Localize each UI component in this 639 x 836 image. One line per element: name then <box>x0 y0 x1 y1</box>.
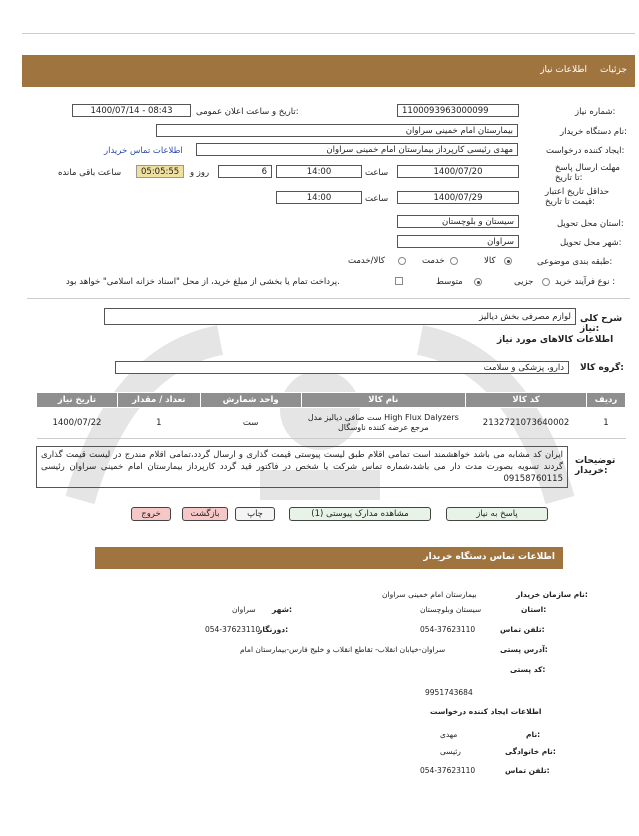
province-field: سیستان و بلوچستان <box>397 215 519 228</box>
creator-family-value: رئیسی <box>440 747 461 756</box>
cell-unit: ست <box>200 408 301 439</box>
process-minor-label: جزیی <box>514 277 534 287</box>
remaining-label: ساعت باقی مانده <box>58 168 122 178</box>
cell-need-date: 1400/07/22 <box>37 408 118 439</box>
days-label: روز و <box>190 168 210 178</box>
contact-header-bar <box>95 547 563 569</box>
category-goods-service-label: کالا/خدمت <box>348 256 385 266</box>
buyer-label: نام دستگاه خریدار: <box>560 127 627 137</box>
contact-province-label: استان: <box>521 605 547 614</box>
need-number-field: 1100093963000099 <box>397 104 519 117</box>
treasury-payment-note: پرداخت تمام یا بخشی از مبلغ خرید، از محل "اسناد خزانه اسلامی" خواهد بود. <box>66 277 340 287</box>
cell-name: ست صافی دیالیز مدل High Flux Dalyzers مرجع عرضه کننده ناوسگال <box>301 408 466 439</box>
contact-city-label: شهر: <box>272 605 292 614</box>
attachments-button[interactable]: مشاهده مدارک پیوستی (1) <box>289 507 431 521</box>
contact-phone-value: 054-37623110 <box>420 625 476 634</box>
deadline-time-field: 14:00 <box>276 165 362 178</box>
address-value: سراوان-خیابان انقلاب- تقاطع انقلاب و خلیج فارس-بیمارستان امام <box>240 645 446 654</box>
goods-group-label: گروه کالا: <box>580 363 624 373</box>
buyer-notes-field: ایران کد مشابه می باشد خواهشمند است تمامی اقلام طبق لیست پیوستی قیمت گذاری و ارسال گردد،تمامی اقلام مندرج در لیست قیمت گذاری گردند تسویه بصورت مدت دار می باشد،شماره تماس شرکت یا شخص در فاکتور قید گردد کارپرداز بیمارستان امام خمینی سراوان رئیسی 09158760115 <box>36 446 568 488</box>
col-need-date: تاریخ نیاز <box>37 393 118 408</box>
category-goods-radio[interactable] <box>504 257 512 265</box>
city-field: سراوان <box>397 235 519 248</box>
goods-info-title: اطلاعات کالاهای مورد نیاز <box>497 335 614 345</box>
validity-time-label: ساعت <box>365 194 389 204</box>
days-field: 6 <box>218 165 272 178</box>
col-unit: واحد شمارش <box>200 393 301 408</box>
contact-title: اطلاعات تماس دستگاه خریدار <box>423 552 555 562</box>
validity-time-field: 14:00 <box>276 191 362 204</box>
city-label: شهر محل تحویل: <box>560 238 622 248</box>
contact-fax-label: دورنگار: <box>258 625 289 634</box>
category-service-radio[interactable] <box>450 257 458 265</box>
contact-city-value: سراوان <box>232 605 256 614</box>
treasury-payment-checkbox[interactable] <box>395 277 403 285</box>
tab-details[interactable]: جزئیات <box>600 65 627 75</box>
process-medium-radio[interactable] <box>474 278 482 286</box>
announce-field: 1400/07/14 - 08:43 <box>72 104 191 117</box>
remaining-time-badge: 05:05:55 <box>136 165 184 178</box>
exit-button[interactable]: خروج <box>131 507 171 521</box>
postal-label: کد پستی: <box>510 665 546 674</box>
back-button[interactable]: بازگشت <box>182 507 228 521</box>
category-goods-service-radio[interactable] <box>398 257 406 265</box>
buyer-notes-label: توضیحات خریدار: <box>575 456 616 476</box>
org-value: بیمارستان امام خمینی سراوان <box>382 590 477 599</box>
goods-table <box>36 392 626 439</box>
deadline-time-label: ساعت <box>365 168 389 178</box>
col-quantity: تعداد / مقدار <box>117 393 200 408</box>
divider <box>27 298 630 299</box>
cell-quantity: 1 <box>117 408 200 439</box>
category-goods-label: کالا <box>484 256 496 266</box>
col-code: کد کالا <box>466 393 587 408</box>
deadline-date-field: 1400/07/20 <box>397 165 519 178</box>
creator-family-label: نام خانوادگی: <box>505 747 556 756</box>
creator-field: مهدی رئیسی کارپرداز بیمارستان امام خمینی سراوان <box>196 143 518 156</box>
contact-province-value: سیستان وبلوچستان <box>420 605 482 614</box>
postal-value: 9951743684 <box>425 688 473 697</box>
cell-code: 2132721073640002 <box>466 408 587 439</box>
province-label: استان محل تحویل: <box>557 219 624 229</box>
category-service-label: خدمت <box>422 256 445 266</box>
creator-section-title: اطلاعات ایجاد کننده درخواست <box>430 707 542 716</box>
col-name: نام کالا <box>301 393 466 408</box>
announce-label: تاریخ و ساعت اعلان عمومی: <box>196 107 299 117</box>
process-medium-label: متوسط <box>436 277 463 287</box>
creator-label: ایجاد کننده درخواست: <box>546 146 625 156</box>
tab-need-info[interactable]: اطلاعات نیاز <box>540 65 587 75</box>
validity-label: حداقل تاریخ اعتبار قیمت تا تاریخ: <box>545 187 610 207</box>
print-button[interactable]: چاپ <box>235 507 275 521</box>
buyer-contact-link[interactable]: اطلاعات تماس خریدار <box>104 146 183 156</box>
table-row <box>37 408 626 439</box>
process-minor-radio[interactable] <box>542 278 550 286</box>
creator-name-value: مهدی <box>440 730 458 739</box>
process-label: نوع فرآیند خرید : <box>555 277 616 287</box>
creator-phone-label: تلفن تماس: <box>505 766 550 775</box>
top-divider <box>22 33 635 34</box>
cell-row: 1 <box>587 408 626 439</box>
reply-button[interactable]: پاسخ به نیاز <box>446 507 548 521</box>
goods-group-field: دارو، پزشکی و سلامت <box>115 361 569 374</box>
buyer-field: بیمارستان امام خمینی سراوان <box>156 124 518 137</box>
description-label: شرح کلی نیاز: <box>580 314 623 334</box>
deadline-label: مهلت ارسال پاسخ تا تاریخ: <box>555 163 620 183</box>
org-label: نام سازمان خریدار: <box>516 590 588 599</box>
category-label: طبقه بندی موضوعی: <box>537 257 613 267</box>
creator-name-label: نام: <box>526 730 541 739</box>
top-nav-bar <box>22 55 635 87</box>
creator-phone-value: 054-37623110 <box>420 766 476 775</box>
col-row: ردیف <box>587 393 626 408</box>
contact-phone-label: تلفن تماس: <box>500 625 545 634</box>
table-header-row <box>37 393 626 408</box>
validity-date-field: 1400/07/29 <box>397 191 519 204</box>
description-field: لوازم مصرفی بخش دیالیز <box>104 308 576 325</box>
contact-fax-value: 054-37623110 <box>205 625 261 634</box>
address-label: آدرس پستی: <box>500 645 548 654</box>
need-number-label: شماره نیاز: <box>575 107 616 117</box>
